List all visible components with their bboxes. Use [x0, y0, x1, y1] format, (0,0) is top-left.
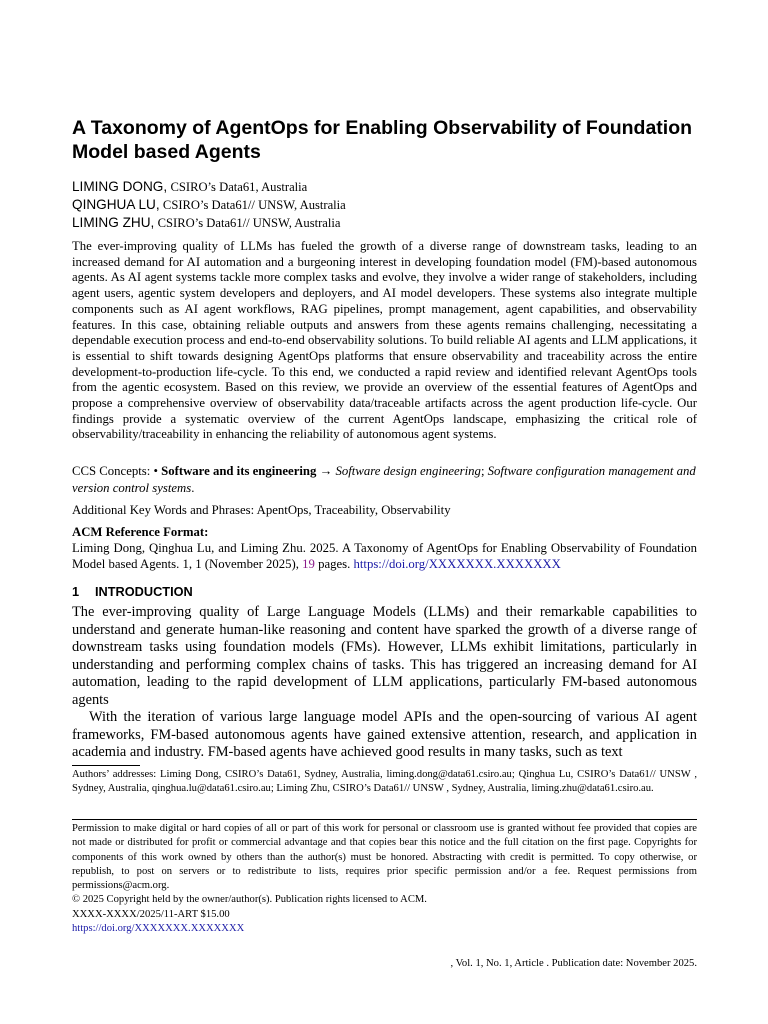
issn-line: XXXX-XXXX/2025/11-ART $15.00 — [72, 908, 230, 920]
abstract: The ever-improving quality of LLMs has fueled the growth of a diverse range of downstream tasks, leading to an increased demand for AI automation and a burgeoning interest in developing foundation model (FM)-based autonomous agents. As AI agent systems tackle more complex tasks and evolve, they involve a wider range of stakeholders, including agent users, agentic system developers and deployers, and AI model developers. These systems also integrate multiple components such as AI agent workflows, RAG pipelines, prompt management, agent capabilities, and observability features. In this case, obtaining reliable outputs and answers from these agents remains challenging, necessitating a dependable execution process and end-to-end observability solutions. To build reliable AI agents and LLM applications, it is essential to shift towards designing AgentOps platforms that ensure observability and traceability across the entire development-to-production life-cycle. To this end, we conducted a rapid review and identified relevant AgentOps tools from the agentic ecosystem. Based on this review, we provide an overview of the essential features of AgentOps and propose a comprehensive overview of observability data/traceable artifacts across the agent production life-cycle. Our findings provide a systematic overview of the current AgentOps landscape, emphasizing the critical role of observability/traceability in enhancing the reliability of autonomous agent systems. — [72, 239, 697, 442]
ccs-bold-term: Software and its engineering — [161, 464, 317, 478]
author-name: LIMING DONG, — [72, 179, 168, 194]
permission-block — [72, 822, 697, 936]
doi-link[interactable]: https://doi.org/XXXXXXX.XXXXXXX — [353, 557, 561, 571]
permission-notice: Permission to make digital or hard copies of all or part of this work for personal or classroom use is granted without fee provided that copies are not made or distributed for profit or commercial advantage and that copies bear this notice and the full citation on the first page. Copyrights for components of this work owned by others than the author(s) must be honored. Abstracting with credit is permitted. To copy otherwise, or republish, to post on servers or to redistribute to lists, requires prior specific permission and/or a fee. Request permissions from permissions@acm.org. — [72, 823, 697, 892]
ccs-end: . — [191, 481, 195, 495]
author-affiliation: CSIRO’s Data61// UNSW, Australia — [157, 216, 341, 230]
section-heading — [72, 584, 697, 600]
ccs-arrow: → — [319, 464, 333, 478]
author-addresses-footnote: Authors’ addresses: Liming Dong, CSIRO’s Data61, Sydney, Australia, liming.dong@data61.csiro.au; Qinghua Lu, CSIRO’s Data61// UNSW , Sydney, Australia, qinghua.lu@data61.csiro.au; Liming Zhu, CSIRO’s Data61// UNSW , Sydney, Australia, liming.zhu@data61.csiro.au. — [72, 769, 697, 795]
permission-divider — [72, 819, 697, 820]
paragraph: With the iteration of various large language model APIs and the open-sourcing of various AI agent frameworks, FM-based autonomous agents have gained extensive attention, research, and application in academia and industry. FM-based agents have achieved good results in many tasks, such as text — [72, 709, 697, 760]
page-count-link[interactable]: 19 — [302, 557, 315, 571]
acm-reference-heading: ACM Reference Format: — [72, 525, 209, 539]
section-number: 1 — [72, 584, 80, 599]
ccs-term-1: Software design engineering — [335, 464, 481, 478]
author-entry — [72, 214, 697, 232]
running-footer: , Vol. 1, No. 1, Article . Publication date: November 2025. — [450, 958, 697, 969]
paragraph: The ever-improving quality of Large Language Models (LLMs) and their remarkable capabilities to understand and generate human-like reasoning and content have sparked the growth of a diverse range of downstream tasks using foundation models (FMs). However, LLMs exhibit limitations, particularly in understanding and performing complex chains of tasks. This has triggered an increasing demand for AI automation, leading to the rapid development of LLM applications, particularly FM-based autonomous agents — [72, 604, 697, 708]
section-title: INTRODUCTION — [95, 584, 193, 599]
footnote-doi-link[interactable]: https://doi.org/XXXXXXX.XXXXXXX — [72, 923, 245, 935]
author-entry — [72, 178, 697, 196]
introduction-body — [72, 604, 697, 762]
keywords: Additional Key Words and Phrases: ApentOps, Traceability, Observability — [72, 503, 451, 517]
ccs-term-2: Software configuration management and version control systems — [72, 464, 696, 495]
acm-reference-text — [72, 540, 697, 572]
copyright-line: © 2025 Copyright held by the owner/author(s). Publication rights licensed to ACM. — [72, 894, 427, 906]
ccs-separator: ; — [480, 464, 485, 478]
author-name: LIMING ZHU, — [72, 215, 155, 230]
acm-reference-body: Liming Dong, Qinghua Lu, and Liming Zhu. 2025. A Taxonomy of AgentOps for Enabling Observability of Foundation Model based Agents. 1, 1 (November 2025), — [72, 541, 697, 571]
pages-word: pages. — [318, 557, 351, 571]
author-affiliation: CSIRO’s Data61, Australia — [170, 180, 308, 194]
paper-title: A Taxonomy of AgentOps for Enabling Observability of Foundation Model based Agents — [72, 117, 693, 163]
footnote-divider — [72, 765, 140, 766]
author-affiliation: CSIRO’s Data61// UNSW, Australia — [162, 198, 346, 212]
author-name: QINGHUA LU, — [72, 197, 160, 212]
author-list — [72, 178, 697, 232]
ccs-concepts — [72, 463, 697, 497]
ccs-label: CCS Concepts: • — [72, 464, 158, 478]
author-entry — [72, 196, 697, 214]
